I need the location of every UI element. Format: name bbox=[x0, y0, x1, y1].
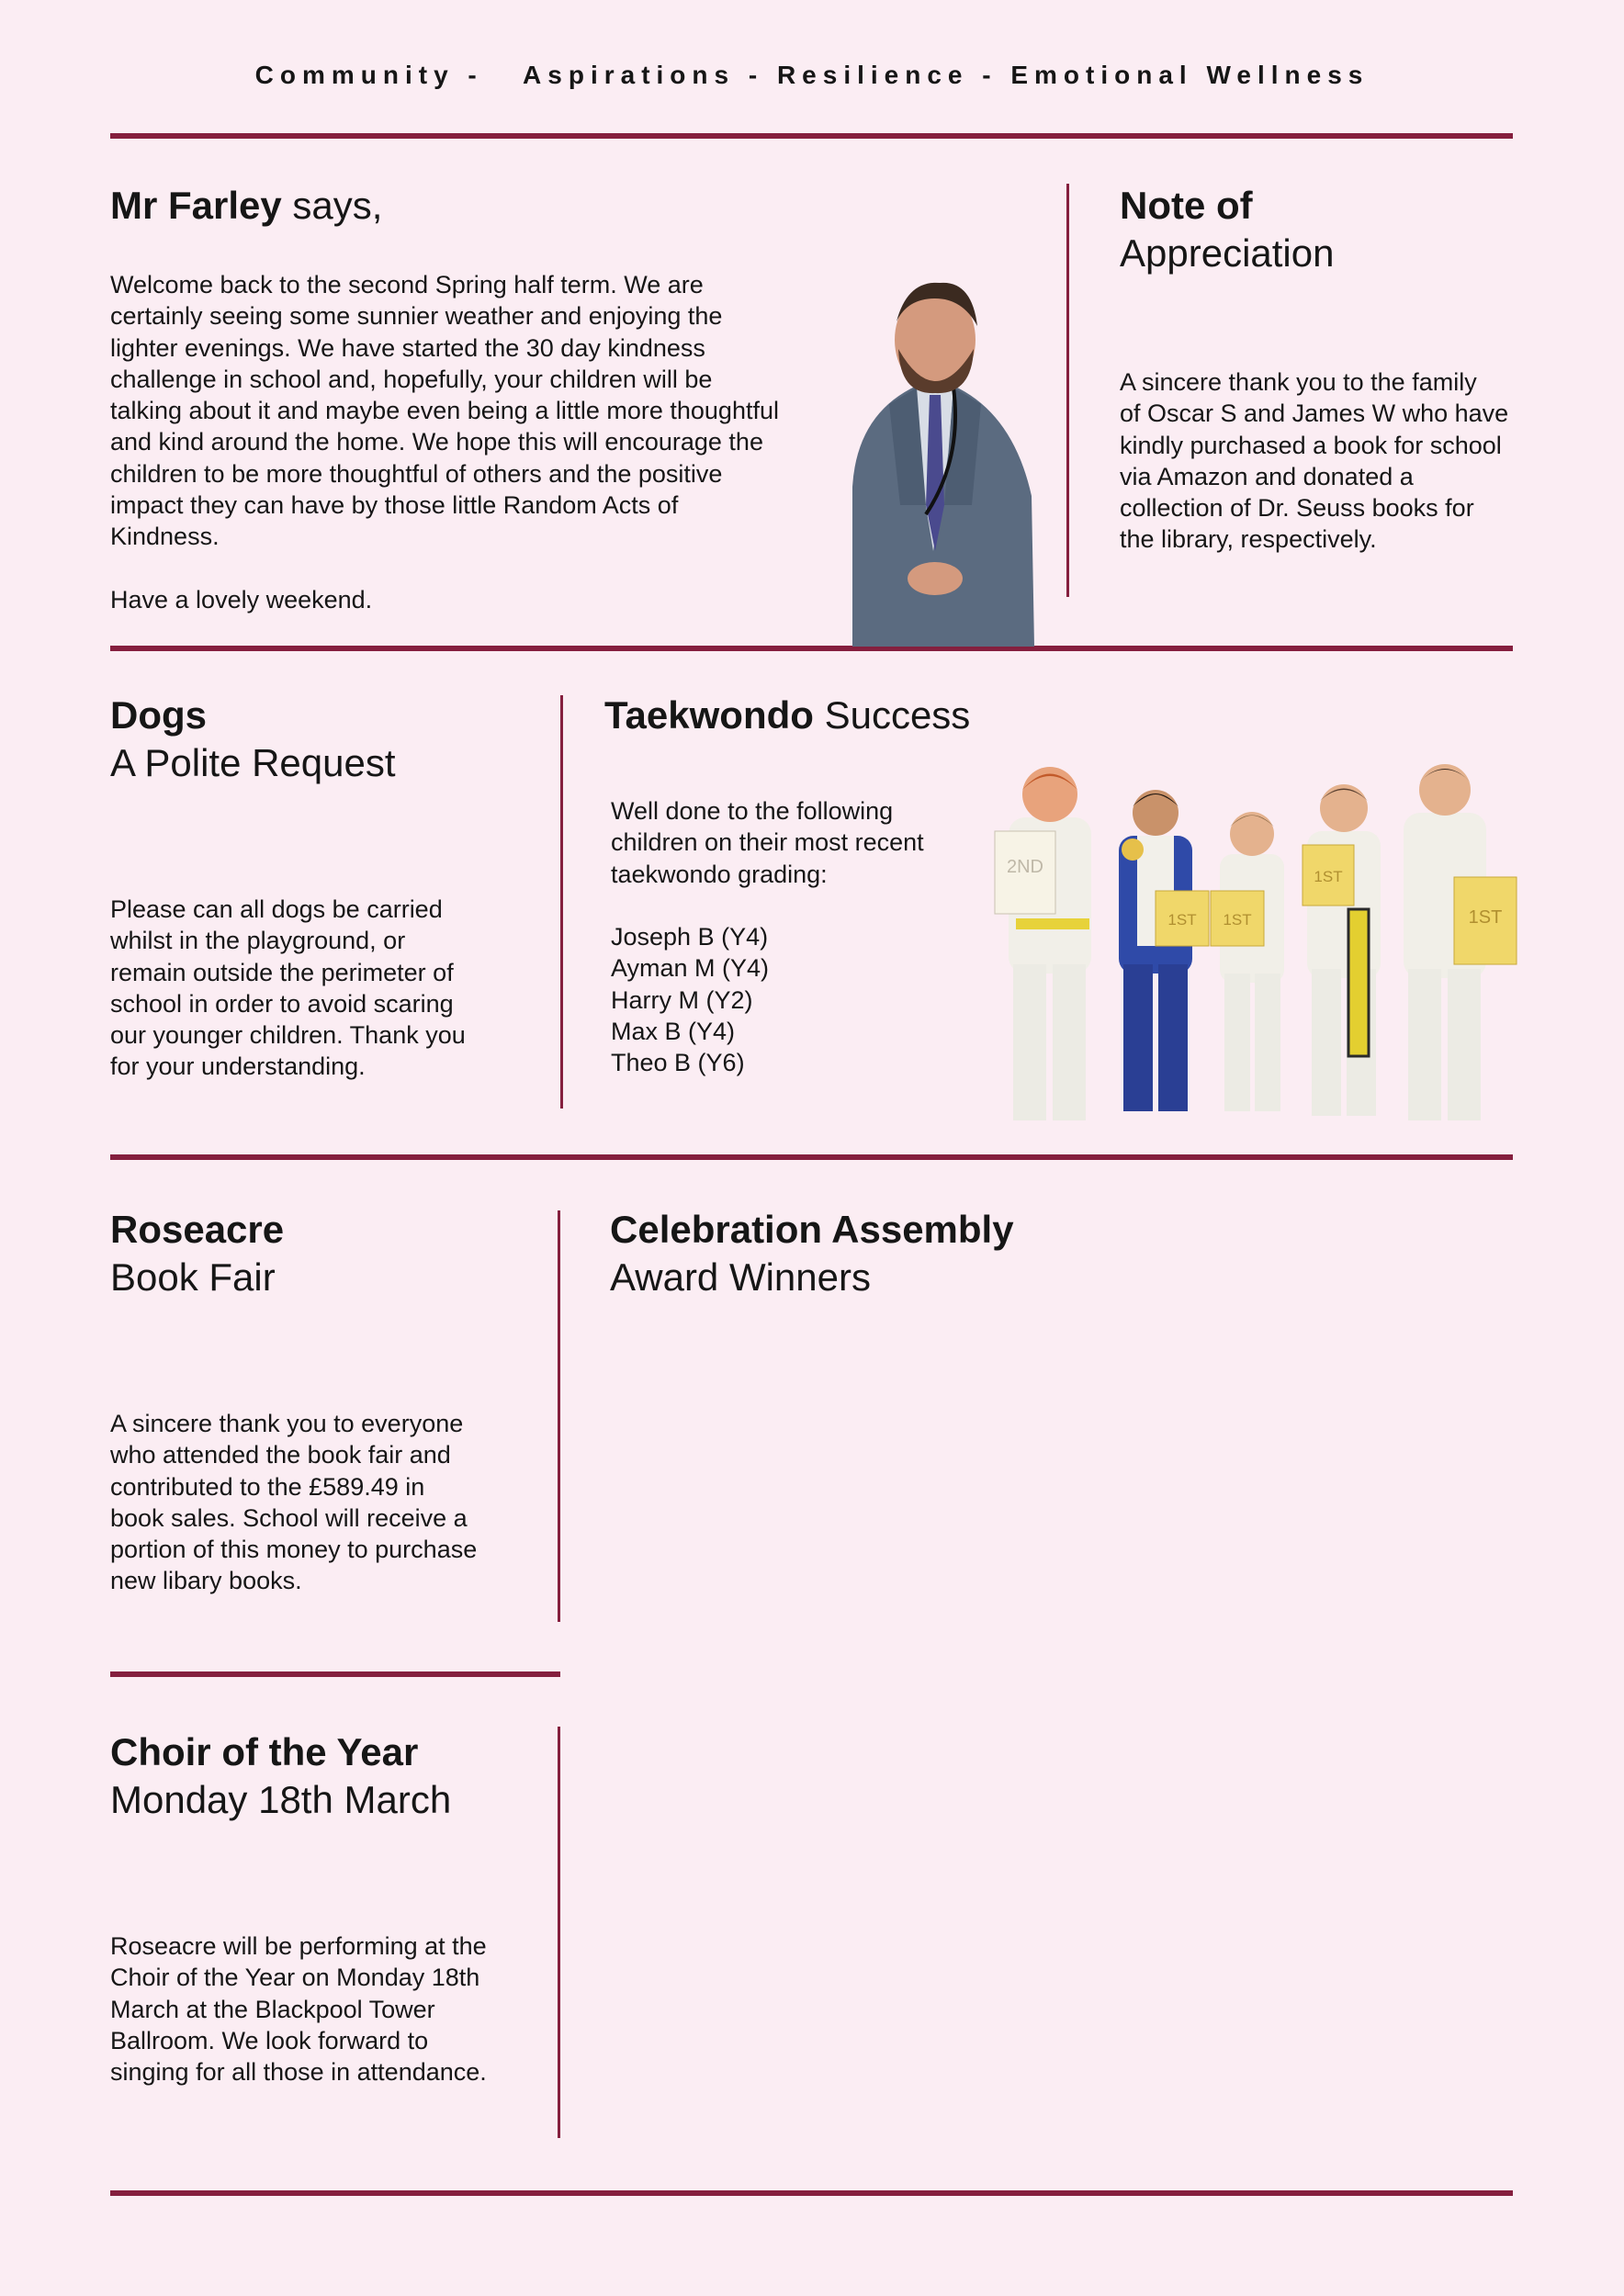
divider-dogs-section bbox=[110, 1154, 1513, 1160]
divider-bottom bbox=[110, 2190, 1513, 2196]
taekwondo-section bbox=[604, 692, 972, 1079]
taekwondo-title: Taekwondo Success bbox=[604, 693, 971, 737]
headteacher-message: Welcome back to the second Spring half term. We are certainly seeing some sunnier weather and enjoying the lighter evenings. We have started the 30 day kindness challenge in school and, hopefully, your children will be talking about it and maybe even being a little more thoughtful and kind around the home. We hope this will encourage the children to be more thoughtful of others and the positive impact they can have by those little Random Acts of Kindness. Have a lovely weekend. bbox=[110, 271, 779, 613]
taekwondo-message: Well done to the following children on their most recent taekwondo grading: Joseph B (Y4) Ayman M (Y4) Harry M (Y2) Max B (Y4) Theo B (Y6) bbox=[611, 797, 924, 1077]
child-5 bbox=[1404, 764, 1517, 1120]
headteacher-section bbox=[110, 182, 827, 615]
choir-title: Choir of the Year bbox=[110, 1730, 419, 1773]
bookfair-title: Roseacre bbox=[110, 1208, 285, 1251]
divider-bookfair bbox=[110, 1671, 560, 1677]
child-1 bbox=[995, 767, 1091, 1120]
certificate-3-label: 1ST bbox=[1223, 911, 1252, 929]
divider-appreciation bbox=[1066, 184, 1069, 597]
celebration-section bbox=[610, 1206, 1253, 1301]
dogs-message: Please can all dogs be carried whilst in the playground, or remain outside the perimeter of school in order to avoid scaring our younger children. Thank you for your understanding. bbox=[110, 895, 466, 1081]
child-2 bbox=[1119, 790, 1192, 1111]
divider-choir bbox=[558, 1727, 560, 2138]
divider-bookfair-vertical bbox=[558, 1210, 560, 1622]
headteacher-title: Mr Farley says, bbox=[110, 184, 383, 227]
certificate-4-label: 1ST bbox=[1314, 868, 1343, 885]
school-motto: Community - Aspirations - Resilience - Emotional Wellness bbox=[254, 61, 1370, 89]
dogs-subtitle: A Polite Request bbox=[110, 741, 396, 784]
appreciation-title: Note of bbox=[1120, 184, 1253, 227]
dogs-title: Dogs bbox=[110, 693, 207, 737]
bookfair-section bbox=[110, 1206, 551, 1597]
appreciation-message: A sincere thank you to the family of Oscar S and James W who have kindly purchased a book for school via Amazon and donated a collection of Dr. Seuss books for the library, respectively. bbox=[1120, 368, 1509, 554]
bookfair-subtitle: Book Fair bbox=[110, 1255, 276, 1299]
taekwondo-photo bbox=[972, 753, 1519, 1130]
divider-top bbox=[110, 133, 1513, 139]
headteacher-photo bbox=[816, 276, 1041, 647]
celebration-title: Celebration Assembly bbox=[610, 1208, 1014, 1251]
choir-message: Roseacre will be performing at the Choir of the Year on Monday 18th March at the Blackpool Tower Ballroom. We look forward to singing for all those in attendance. bbox=[110, 1932, 487, 2087]
appreciation-section bbox=[1120, 182, 1620, 556]
bookfair-message: A sincere thank you to everyone who attended the book fair and contributed to the £589.49 in book sales. School will receive a portion of this money to purchase new libary books. bbox=[110, 1410, 478, 1595]
appreciation-subtitle: Appreciation bbox=[1120, 231, 1335, 275]
certificate-1-label: 2ND bbox=[1006, 857, 1044, 877]
dogs-section bbox=[110, 692, 551, 1083]
certificate-2-label: 1ST bbox=[1167, 911, 1197, 929]
celebration-subtitle: Award Winners bbox=[610, 1255, 871, 1299]
choir-subtitle: Monday 18th March bbox=[110, 1778, 452, 1821]
choir-section bbox=[110, 1728, 551, 2088]
divider-head-section bbox=[110, 646, 1513, 651]
child-4 bbox=[1303, 784, 1381, 1116]
certificate-5-label: 1ST bbox=[1468, 907, 1503, 928]
divider-dogs bbox=[560, 695, 563, 1109]
